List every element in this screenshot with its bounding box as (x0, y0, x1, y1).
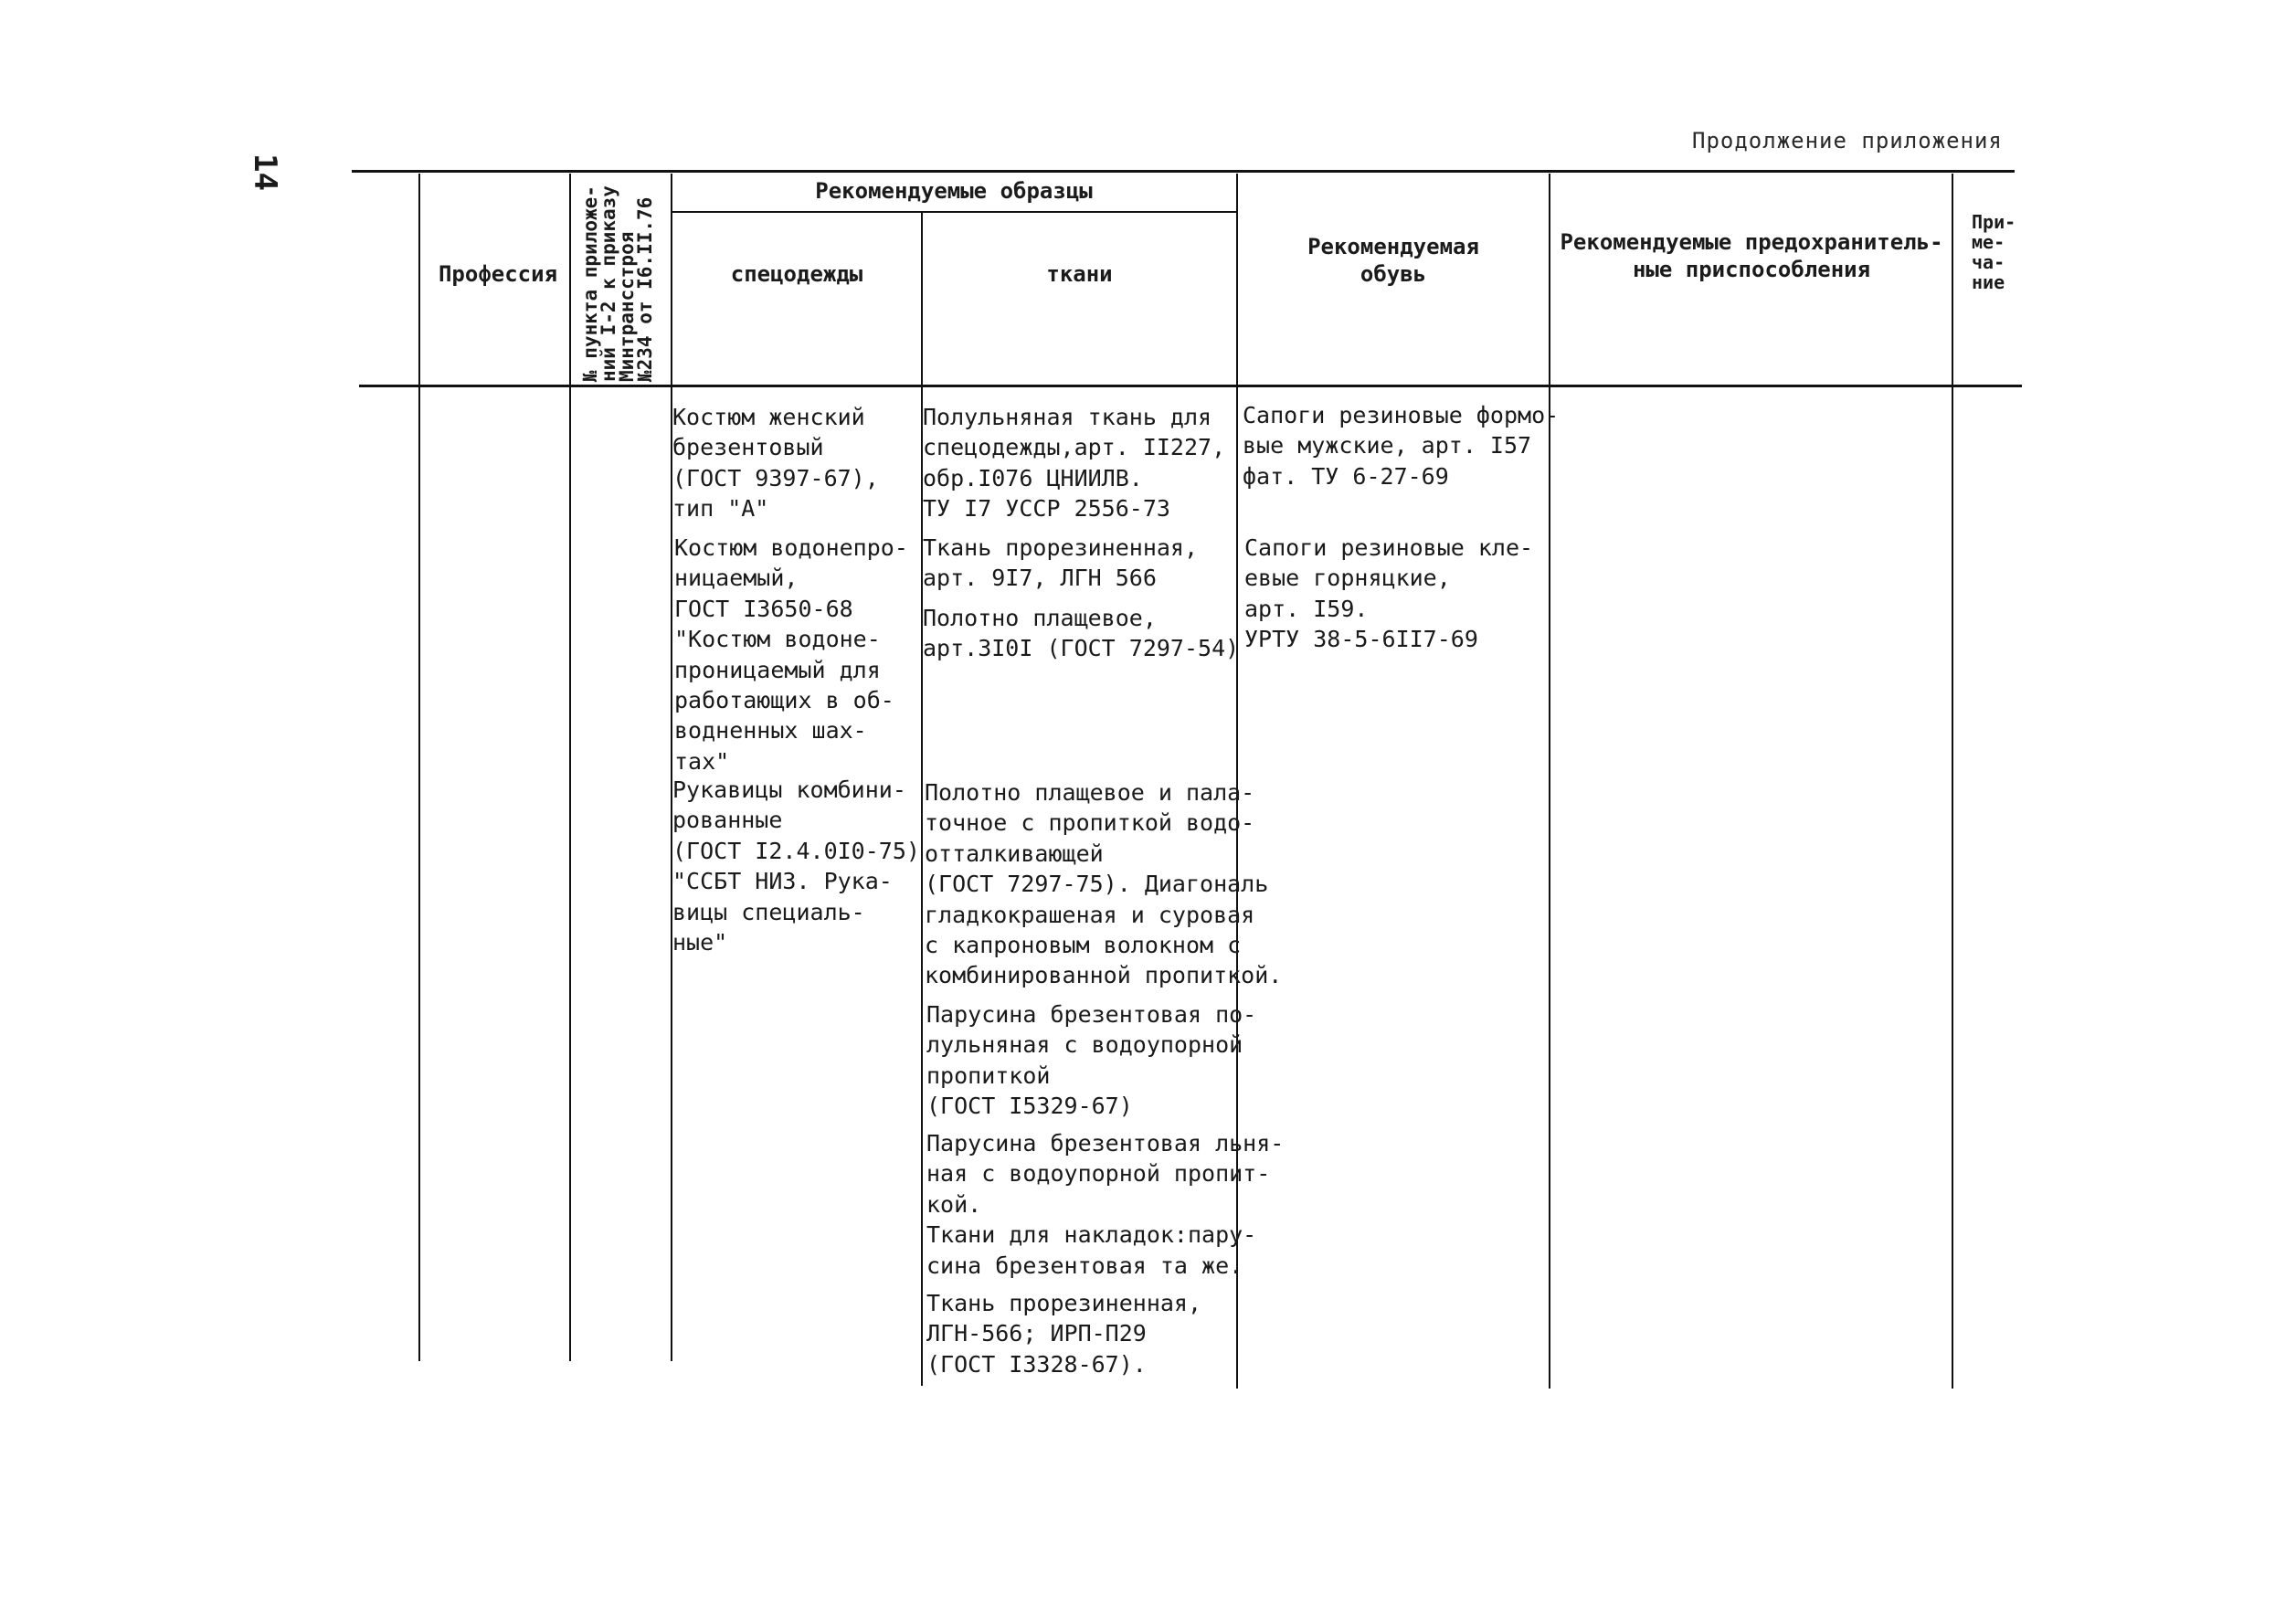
continuation-label: Продолжение приложения (1692, 128, 2003, 153)
footwear-entry: Сапоги резиновые формо- вые мужские, арт. I57 фат. ТУ 6-27-69 (1243, 402, 1560, 490)
clothing-entry: Костюм водонепро- ницаемый, ГОСТ I3650-68 "Костюм водоне- проницаемый для работающих в об- водненных шах- тах" (674, 534, 908, 775)
page-number: 14 (247, 153, 283, 191)
clothing-entry: Костюм женский брезентовый (ГОСТ 9397-67), тип "А" (672, 404, 879, 523)
fabric-entry: Полотно плащевое, арт.3I0I (ГОСТ 7297-54) (923, 605, 1240, 662)
col-border-1 (418, 174, 420, 1361)
header-profession: Профессия (438, 261, 558, 287)
header-note: При- ме- ча- ние (1972, 211, 2016, 293)
fabric-entry: Ткань прорезиненная, арт. 9I7, ЛГН 566 (923, 534, 1199, 592)
footwear-entry: Сапоги резиновые кле- евые горняцкие, арт. I59. УРТУ 38-5-6II7-69 (1244, 534, 1534, 653)
col-border-6 (1549, 174, 1550, 1389)
header-bottom-rule (359, 385, 2022, 387)
col-border-3 (671, 174, 672, 1361)
fabric-entry: Полотно плащевое и пала- точное с пропиткой водо- отталкивающей (ГОСТ 7297-75). Диагональ гладкокрашеная и суровая с капроновым волокном с комбинированной пропиткой. (925, 779, 1283, 989)
header-item-number: № пункта приложе- ний I-2 к приказу Минтрансстроя №234 от I6.II.76 (579, 185, 656, 382)
header-clothing: спецодежды (730, 261, 863, 287)
fabric-entry: Парусина брезентовая льня- ная с водоупорной пропит- кой. Ткани для накладок:пару- сина брезентовая та же. (926, 1130, 1285, 1279)
header-recommended-samples: Рекомендуемые образцы (815, 178, 1093, 204)
samples-sub-rule (672, 211, 1238, 213)
header-footwear: Рекомендуемая обувь (1307, 234, 1479, 287)
fabric-entry: Ткань прорезиненная, ЛГН-566; ИРП-П29 (ГОСТ I3328-67). (926, 1290, 1202, 1378)
fabric-entry: Парусина брезентовая по- лульняная с водоупорной пропиткой (ГОСТ I5329-67) (926, 1001, 1257, 1120)
header-protective-equipment: Рекомендуемые предохранитель- ные приспособления (1560, 229, 1943, 282)
col-border-2 (569, 174, 571, 1361)
col-border-4 (921, 212, 923, 1386)
col-border-7 (1952, 174, 1953, 1389)
clothing-entry: Рукавицы комбини- рованные (ГОСТ I2.4.0I0-75) "ССБТ НИЗ. Рука- вицы специаль- ные" (672, 776, 920, 956)
header-fabric: ткани (1046, 261, 1113, 287)
fabric-entry: Полульняная ткань для спецодежды,арт. II227, обр.I076 ЦНИИЛВ. ТУ I7 УССР 2556-73 (923, 404, 1226, 523)
table-top-rule (352, 170, 2015, 173)
